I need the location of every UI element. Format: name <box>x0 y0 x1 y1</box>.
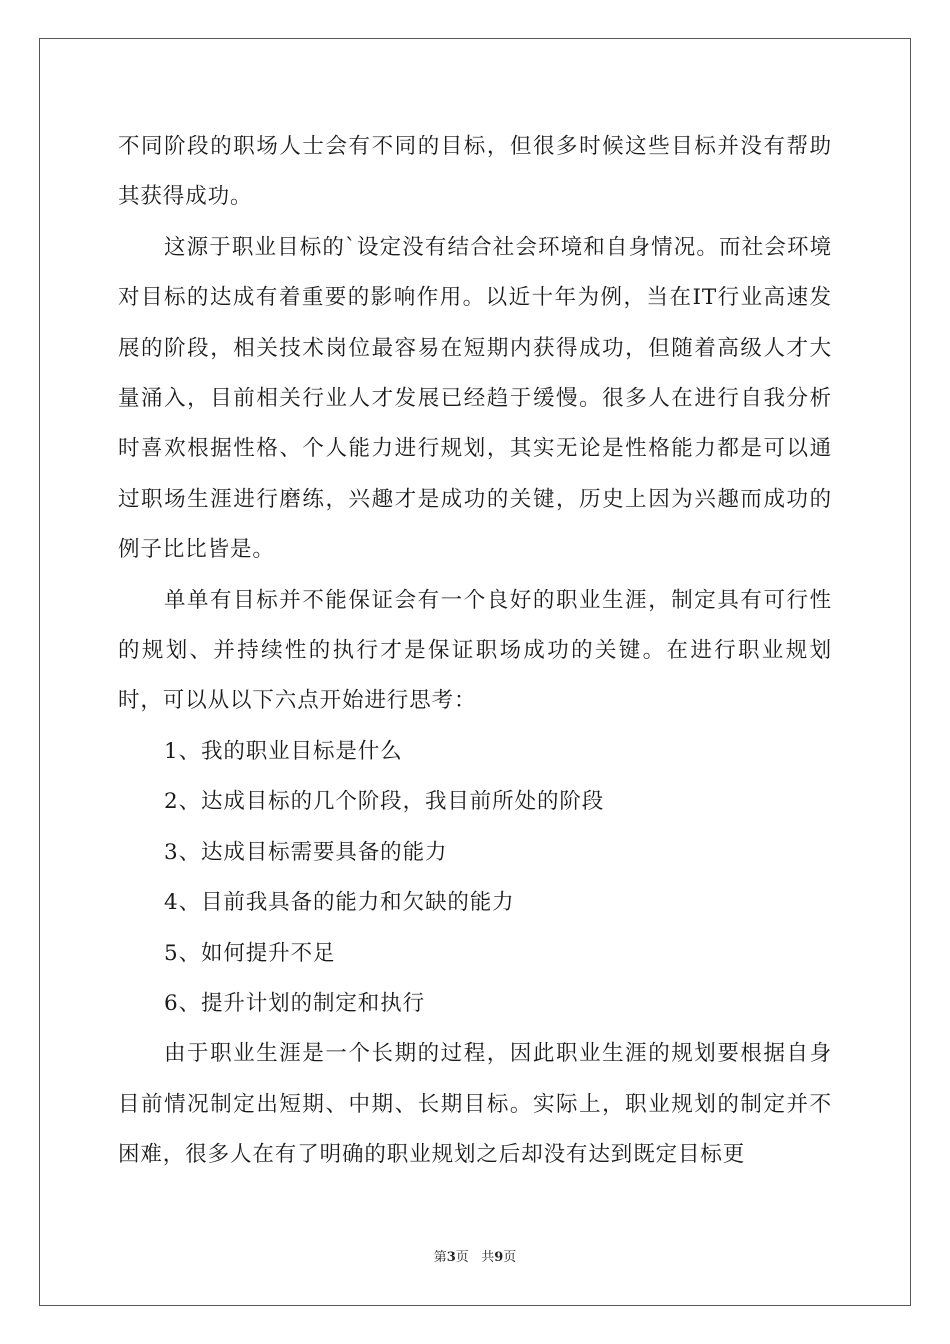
list-item: 2、达成目标的几个阶段，我目前所处的阶段 <box>164 789 605 815</box>
numbered-list <box>118 727 832 1029</box>
total-suffix: 页 <box>503 1250 517 1265</box>
list-item: 3、达成目标需要具备的能力 <box>164 839 448 865</box>
total-pages-number: 9 <box>494 1250 504 1265</box>
page-suffix: 页 <box>455 1250 469 1265</box>
total-prefix: 共 <box>481 1250 495 1265</box>
paragraph-1: 不同阶段的职场人士会有不同的目标，但很多时候这些目标并没有帮助其获得成功。 <box>118 134 832 210</box>
current-page-number: 3 <box>446 1250 456 1265</box>
paragraph-3: 单单有目标并不能保证会有一个良好的职业生涯，制定具有可行性的规划、并持续性的执行才是保证职场成功的关键。在进行职业规划时，可以从以下六点开始进行思考： <box>118 587 832 714</box>
list-item: 1、我的职业目标是什么 <box>164 738 403 764</box>
page-footer <box>0 1246 950 1265</box>
list-item: 4、目前我具备的能力和欠缺的能力 <box>164 890 515 916</box>
paragraph-closing: 由于职业生涯是一个长期的过程，因此职业生涯的规划要根据自身目前情况制定出短期、中期、长期目标。实际上，职业规划的制定并不困难，很多人在有了明确的职业规划之后却没有达到既定目标更 <box>118 1041 832 1168</box>
list-item: 6、提升计划的制定和执行 <box>164 990 425 1016</box>
document-body <box>118 122 832 1181</box>
list-item: 5、如何提升不足 <box>164 940 336 966</box>
paragraph-2: 这源于职业目标的`设定没有结合社会环境和自身情况。而社会环境对目标的达成有着重要的影响作用。以近十年为例，当在IT行业高速发展的阶段，相关技术岗位最容易在短期内获得成功，但随着高级人才大量涌入，目前相关行业人才发展已经趋于缓慢。很多人在进行自我分析时喜欢根据性格、个人能力进行规划，其实无论是性格能力都是可以通过职场生涯进行磨练，兴趣才是成功的关键，历史上因为兴趣而成功的例子比比皆是。 <box>118 234 832 563</box>
page-prefix: 第 <box>433 1250 447 1265</box>
